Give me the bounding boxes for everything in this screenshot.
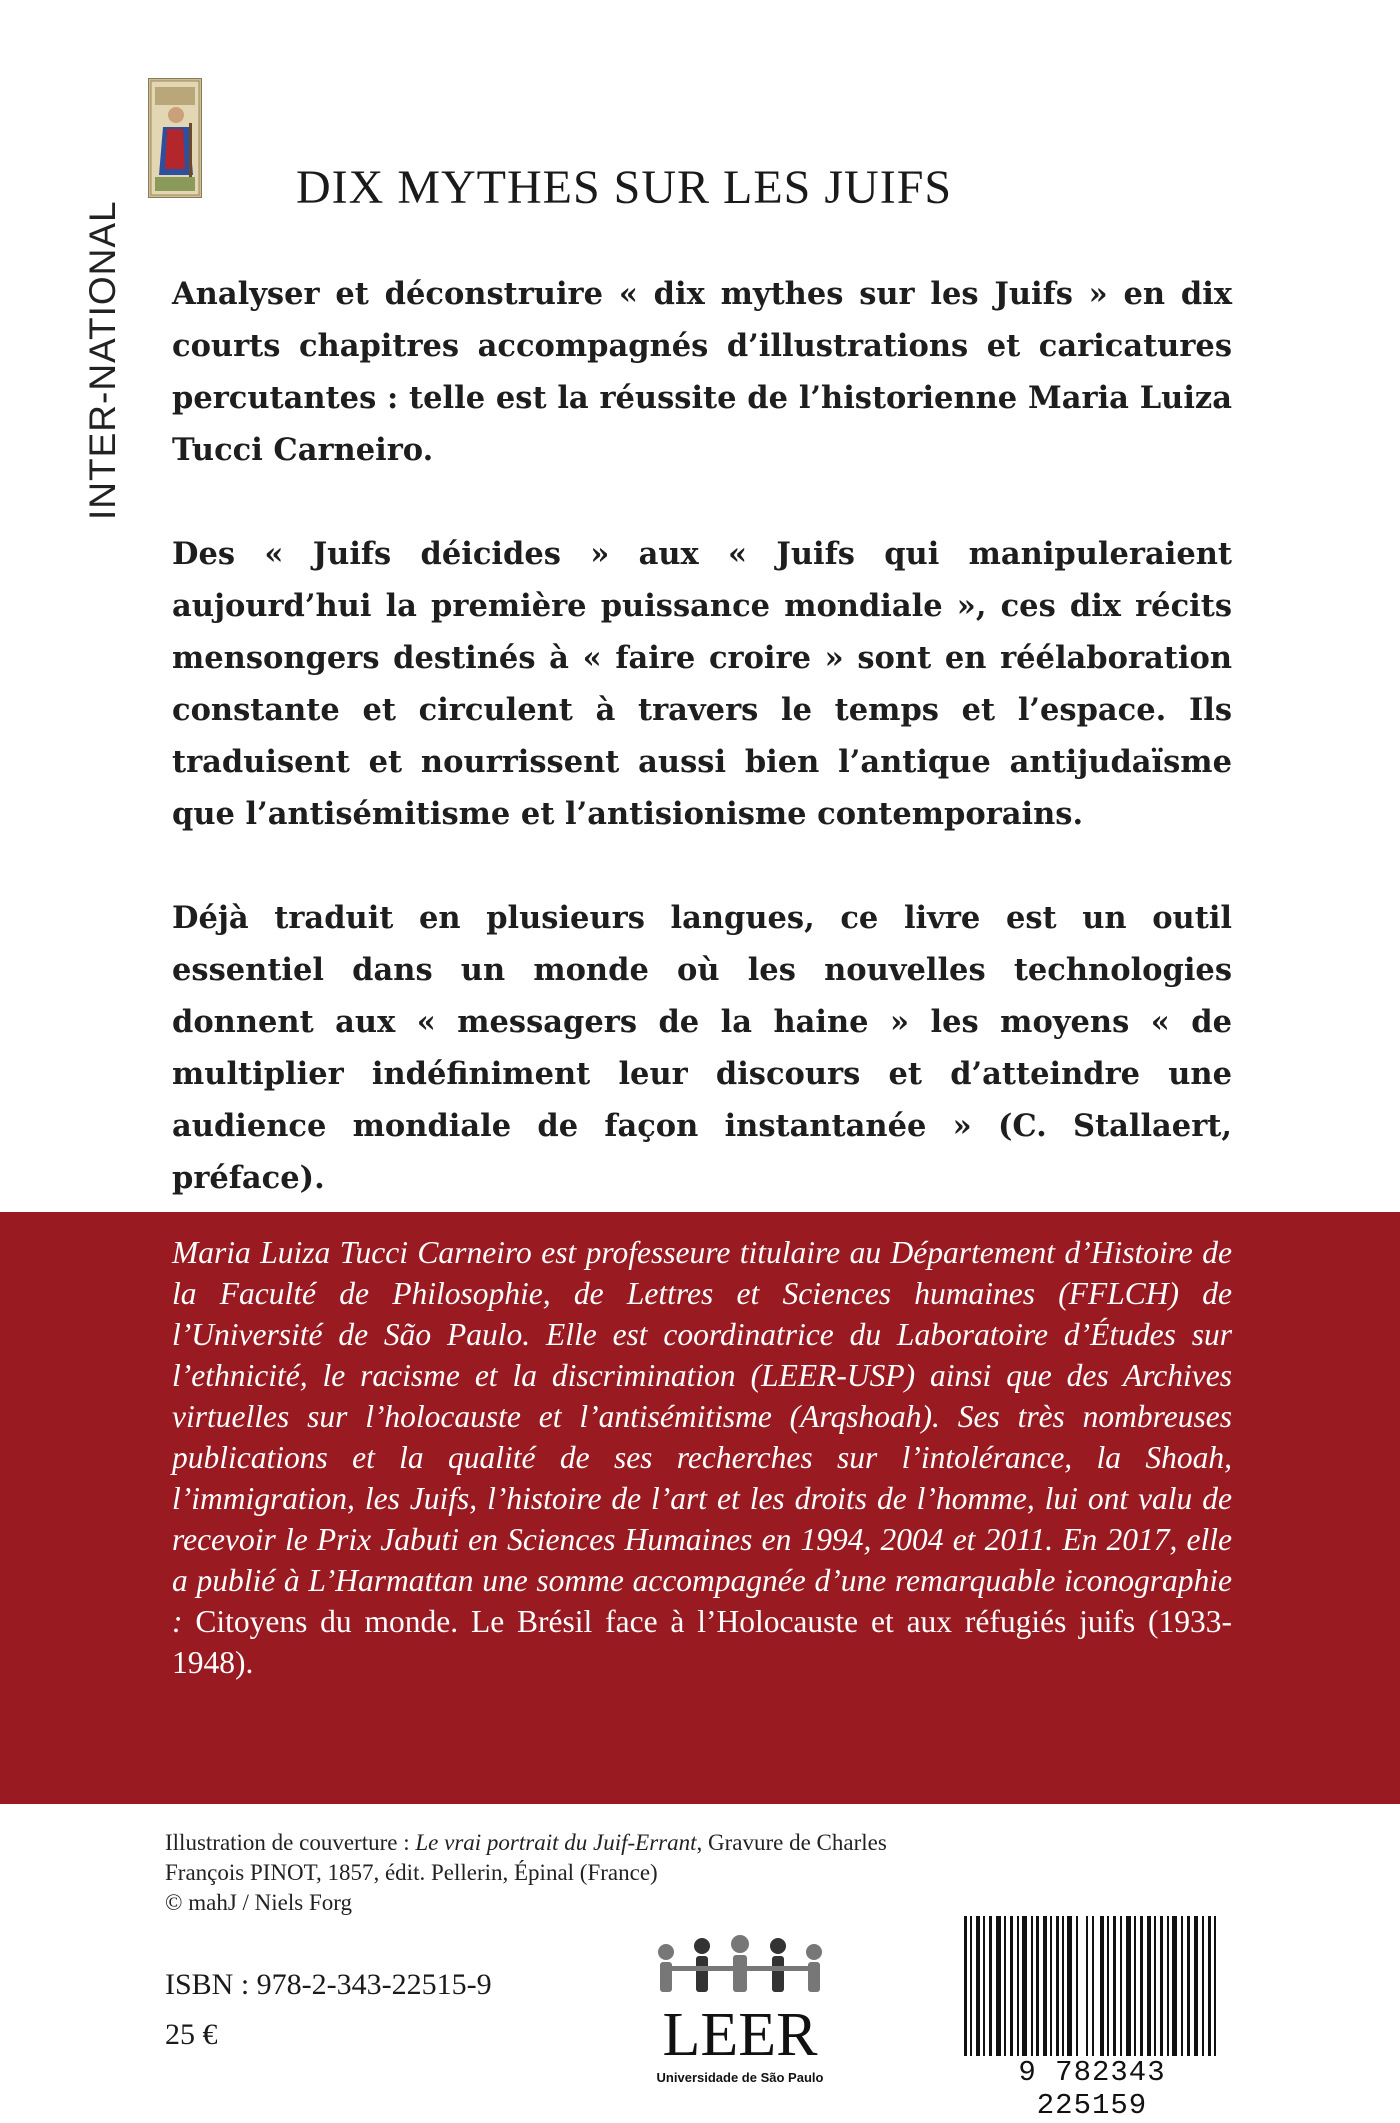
barcode-number: 9 782343 225159 bbox=[956, 2056, 1228, 2122]
logo-subtitle: Universidade de São Paulo bbox=[656, 2070, 824, 2085]
book-blurb bbox=[172, 268, 1232, 1256]
series-label: INTER-NATIONAL bbox=[82, 200, 123, 520]
blurb-paragraph-1: Analyser et déconstruire « dix mythes sur les Juifs » en dix courts chapitres accompagnés d’illustrations et caricatures percutantes : telle est la réussite de l’historienne Maria Luiza Tucci Carneiro. bbox=[172, 276, 1232, 468]
cover-illustration-credit bbox=[165, 1828, 925, 1918]
credit-prefix: Illustration de couverture : bbox=[165, 1830, 416, 1855]
cover-thumbnail-image bbox=[148, 78, 202, 198]
leer-logo bbox=[640, 1930, 840, 2100]
logo-acronym: LEER bbox=[662, 2001, 818, 2069]
credit-work-title: Le vrai portrait du Juif-Errant bbox=[415, 1830, 697, 1855]
book-title: DIX MYTHES SUR LES JUIFS bbox=[296, 161, 953, 214]
blurb-paragraph-2: Des « Juifs déicides » aux « Juifs qui manipuleraient aujourd’hui la première puissance mondiale », ces dix récits mensongers destinés à « faire croire » sont en réélaboration constante et circulent à travers le temps et l’espace. Ils traduisent et nourrissent aussi bien l’antique antijudaïsme que l’antisémitisme et l’antisionisme contemporains. bbox=[172, 536, 1232, 832]
credit-copyright: © mahJ / Niels Forg bbox=[165, 1890, 352, 1915]
author-book-reference: Citoyens du monde. Le Brésil face à l’Holocauste et aux réfugiés juifs (1933-1948). bbox=[172, 1604, 1232, 1680]
price: 25 € bbox=[165, 2018, 218, 2051]
author-bio-text: Maria Luiza Tucci Carneiro est professeure titulaire au Département d’Histoire de la Faculté de Philosophie, de Lettres et Sciences humaines (FFLCH) de l’Université de São Paulo. Elle est coordinatrice du Laboratoire d’Études sur l’ethnicité, le racisme et la discrimination (LEER-USP) ainsi que des Archives virtuelles sur l’holocauste et l’antisémitisme (Arqshoah). Ses très nombreuses publications et la qualité de ses recherches sur l’intolérance, la Shoah, l’immigration, les Juifs, l’histoire de l’art et les droits de l’homme, lui ont valu de recevoir le Prix Jabuti en Sciences Humaines en 1994, 2004 et 2011. En 2017, elle a publié à L’Harmattan une somme accompagnée d’une remarquable iconographie : bbox=[172, 1235, 1232, 1639]
isbn: ISBN : 978-2-343-22515-9 bbox=[165, 1968, 492, 2001]
credit-details: , Gravure de Charles François PINOT, 1857, édit. Pellerin, Épinal (France) bbox=[165, 1830, 887, 1885]
author-bio bbox=[172, 1232, 1232, 1683]
blurb-paragraph-3: Déjà traduit en plusieurs langues, ce livre est un outil essentiel dans un monde où les nouvelles technologies donnent aux « messagers de la haine » les moyens « de multiplier indéfiniment leur discours et d’atteindre une audience mondiale de façon instantanée » (C. Stallaert, préface). bbox=[172, 900, 1232, 1196]
